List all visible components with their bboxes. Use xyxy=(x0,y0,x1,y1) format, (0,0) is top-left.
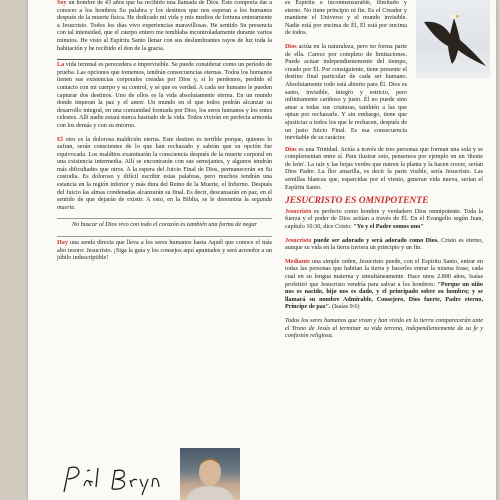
scripture-reference: (Isaías 9:6) xyxy=(330,304,360,311)
divider-top xyxy=(57,218,272,219)
paragraph-bold: puede ser adorado y será adorado como Dios. xyxy=(311,237,439,244)
paragraph-text: una simple orden, Jesucristo puede, con el Espíritu Santo, entrar en todas las personas que habitan la tierra y hacerles entrar la misma frase, cada cual en su lengua materna y simultáneamente. Hace unos 2.800 años, Isaías profetizó que Jesucristo vendría para salvar a los hombres: xyxy=(285,258,483,288)
paragraph-text: Cristo es eterno, aunque su vida en la tierra tuviera un principio y un fin. xyxy=(285,237,483,252)
paragraph-lead-word: El xyxy=(57,136,63,143)
paragraph-lead-word: Dios xyxy=(285,146,297,153)
right-paragraph-6 xyxy=(285,259,483,312)
paragraph-text: un hombre de 43 años que ha recibido una llamada de Dios. Esto comporta dar a conocer a los hombres Su palabra y los destinos que nos esperan a los humanos después de la muerte física. He dedicado mi vida y mis medios de fortuna enteramente a Jesucristo. Todos los días vivo experiencias maravillosas. He sentido Su presencia con tal intensidad, que el cuerpo entero me temblaba incontroladamente durante varios minutos. He visto al Espíritu Santo llenar con sus deslumbrantes rayos de luz toda la habitación y he recibido el don de la gracia. xyxy=(57,0,272,52)
paragraph-tail: segunda muerte. xyxy=(57,197,272,211)
paragraph-lead-word: La xyxy=(57,62,65,69)
section-heading: JESUCRISTO ES OMNIPOTENTE xyxy=(285,196,429,207)
book-page xyxy=(28,0,496,500)
paragraph-bold: "Porque un niño nos es nacido, hijo nos es dado, y el principado sobre su hombro; y se llamará su nombre Admirable, Consejero, Dios fuerte, Padre eterno, Príncipe de paz". xyxy=(285,281,483,311)
paragraph-lead-word: Jesucristo xyxy=(285,208,312,215)
paragraph-text: es una Trinidad. Actúa a través de tres personas que forman una sola y se complementan entre sí. Para ilustrar esto, pensemos por ejemplo en un 'diente de león'. La raíz y las hojas verdes que nutren la planta y la hacen crecer, serían Dios Padre. La flor amarilla, es decir la parte visible, sería Jesucristo. Las semillas blancas que, esparcidas por el viento, generan vida nueva, serían el Espíritu Santo. xyxy=(285,146,483,191)
left-paragraph-3 xyxy=(57,137,272,213)
paragraph-lead-word: Mediante xyxy=(285,258,310,265)
paragraph-text: actúa en la naturaleza, pero no forma parte de ella. Carece por completo de limitaciones. Puede actuar independientemente del tiempo, creado por Él. Por consiguiente, tiene presente el destino final particular de cada ser humano. Absolutamente todo está abierto para Él. Dios es santo, invisible, íntegro y estricto, pero infinitamente cariñoso y justo. Él no puede sino amar a todas sus criaturas, también a las que optan por rechazarle. Y sin embargo, tiene que ajusticiar a todos los que le rechacen, después de un justo Juicio Final. Es esa consecuencia inevitable de su carácter. xyxy=(285,43,407,142)
left-paragraph-2 xyxy=(57,59,272,130)
paragraph-text: una senda directa que lleva a los seres humanos hasta Aquél que conoce el más alto tesoro: Jesucristo. ¡Siga la guía y los consejos aquí apuntados y será acreedor a un júbilo indescriptible! xyxy=(57,240,272,262)
right-paragraph-2 xyxy=(285,44,407,143)
right-paragraph-4 xyxy=(285,209,483,232)
right-paragraph-5 xyxy=(285,238,483,253)
right-paragraph-1: es Espíritu e inconmensurable, ilimitado y eterno. No tiene principio ni fin. Es el Creador y mantiene el Universo y el mundo invisible. Nadie está por encima de Él, Él está por encima de todos. xyxy=(285,0,407,37)
paragraph-text: vida terrenal es perecedera e imprevisible. Se puede considerar como un período de prueba. Las opciones que tomemos, tendrán consecuencias eternas. Todos los humanos tienen sus existencias corporales creadas por Dios y, si lo perdemos, perdido el contacto con mi cuerpo y su control, y sé que es verdad. A cada ser humano le pueden capturar dos destinos. Uno de ellos es la vida absolutamente eterna. En un mundo donde imperan la paz y el amor. Un mundo en el que todos podrán alcanzar su desarrollo integral, en una comunidad formada por Dios, los seres humanos y los entes celestes. Allí nadie estará nunca hastiado de la vida. Todos vivirán en perfecta armonía con los demás y con su entorno. xyxy=(57,62,272,129)
right-paragraph-3 xyxy=(285,147,483,193)
paragraph-lead-word: Dios xyxy=(285,43,297,50)
paragraph-lead-word: Hay xyxy=(57,240,68,247)
handwritten-signature xyxy=(60,462,180,496)
divider-bottom xyxy=(57,236,272,237)
left-paragraph-4 xyxy=(57,240,272,263)
paragraph-lead-word: Soy xyxy=(57,0,67,6)
paragraph-lead-word: Jesucristo xyxy=(285,237,312,244)
left-paragraph-1 xyxy=(57,0,272,53)
left-column xyxy=(57,0,272,269)
paragraph-text: es perfecto como hombre y verdadero Dios omnipotente. Toda la fuerza y el poder de Dios actúan a través de Él. En el Evangelio según Juan, capítulo 10:30, dice Cristo: xyxy=(285,208,483,231)
pull-quote: No buscar al Dios vivo con todo el corazón es también una forma de negar xyxy=(72,222,257,229)
paragraph-quote: "Yo y el Padre somos uno" xyxy=(353,224,424,231)
author-photo xyxy=(180,448,240,500)
right-column xyxy=(285,0,483,347)
closing-statement: Todos los seres humanos que vivan y han vivido en la tierra comparecerán ante el Trono de Jesús al terminar su vida terrena, independientemente de su fe y confesión religiosa. xyxy=(285,317,483,340)
paragraph-text: otro es la dolorosa maldición eterna. Este destino es terrible porque, quienes lo sufran, serán conscientes de lo que han rechazado y sabrán que su opción fue equivocada. Los malditos examinarán la consciencia después de la muerte corporal en una existencia intermedia. Allí se encontrarán con sus semejantes, y algunos tendrán más dificultades que otros. A la espera del Juicio Final de Dios, permanecerán en Su custodia. Es doloroso y difícil escribir estas palabras, pero muchos tendrán una estancia en la región inferior y más dura del Reino de la Muerte, el Infierno. Después del Juicio las almas condenadas alcanzarán su final. Es decir, descansarán en paz, en el sentido de que dejarán de existir. A esto, en la Biblia, se le denomina la xyxy=(57,136,272,204)
